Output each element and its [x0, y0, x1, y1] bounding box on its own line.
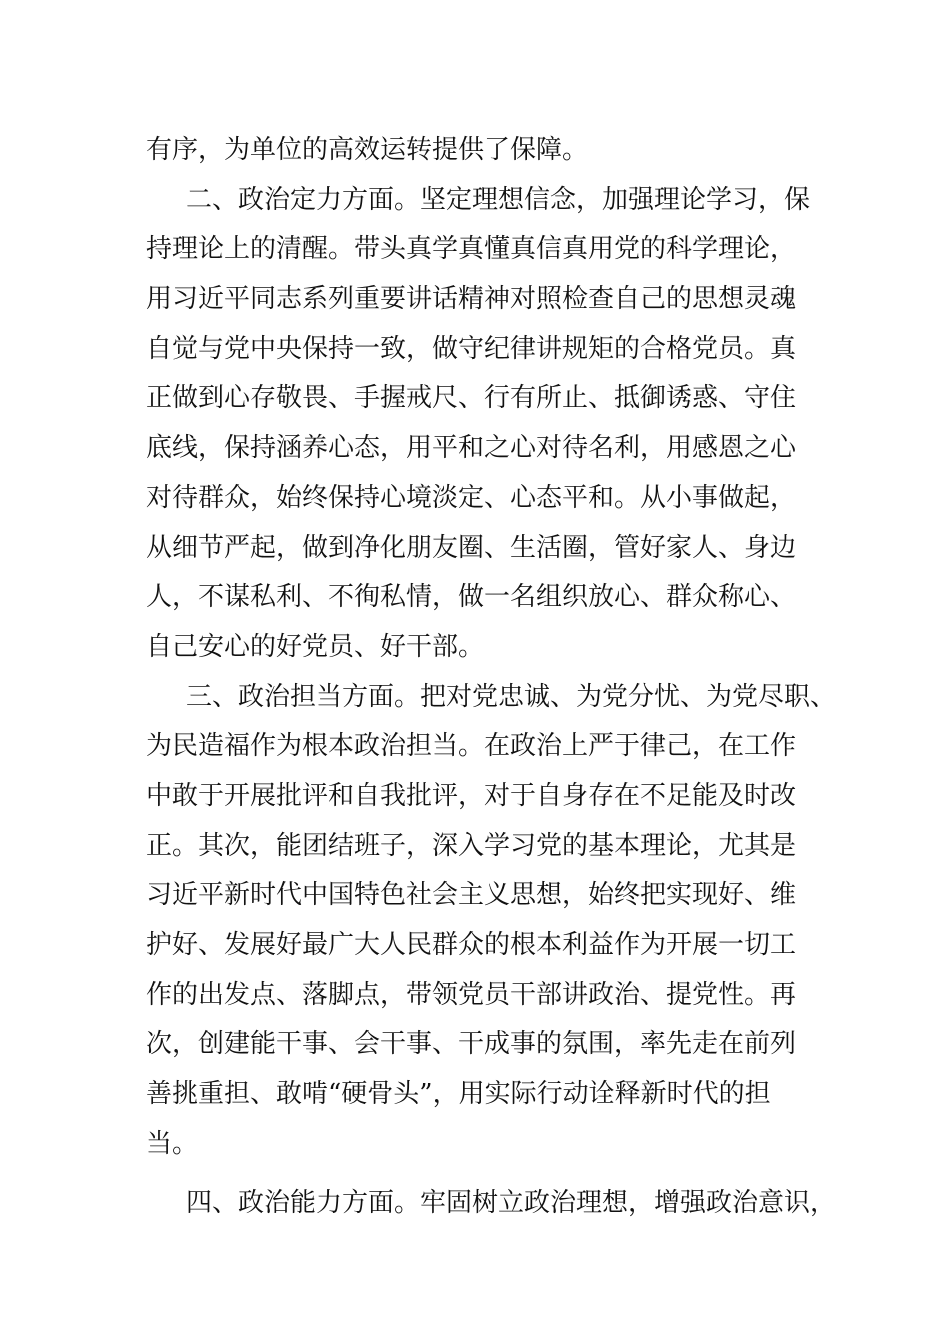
text-line: 用习近平同志系列重要讲话精神对照检查自己的思想灵魂: [146, 284, 797, 315]
text-line: 正做到心存敬畏、手握戒尺、行有所止、抵御诱惑、守住: [146, 383, 797, 414]
text-line: 持理论上的清醒。带头真学真懂真信真用党的科学理论，: [146, 234, 797, 265]
text-line: 人，不谋私利、不徇私情，做一名组织放心、群众称心、: [146, 582, 797, 613]
paragraph-gap: [146, 1169, 826, 1179]
text-line: 为民造福作为根本政治担当。在政治上严于律己，在工作: [146, 731, 797, 762]
text-line: 对待群众，始终保持心境淡定、心态平和。从小事做起，: [146, 482, 797, 513]
text-line: 底线，保持涵养心态，用平和之心对待名利，用感恩之心: [146, 433, 797, 464]
text-line: 自己安心的好党员、好干部。: [146, 631, 485, 662]
text-line: 从细节严起，做到净化朋友圈、生活圈，管好家人、身边: [146, 532, 797, 563]
text-line: 自觉与党中央保持一致，做守纪律讲规矩的合格党员。真: [146, 333, 797, 364]
text-line: 习近平新时代中国特色社会主义思想，始终把实现好、维: [146, 880, 797, 911]
paragraph-4-start: 四、政治能力方面。牢固树立政治理想，增强政治意识，: [186, 1188, 837, 1219]
text-line: 作的出发点、落脚点，带领党员干部讲政治、提党性。再: [146, 979, 797, 1010]
text-line: 有序，为单位的高效运转提供了保障。: [146, 135, 589, 165]
text-line: 当。: [146, 1128, 199, 1159]
paragraph-3-start: 三、政治担当方面。把对党忠诚、为党分忧、为党尽职、: [186, 681, 837, 712]
text-line: 中敢于开展批评和自我批评，对于自身存在不足能及时改: [146, 780, 797, 811]
paragraph-2-start: 二、政治定力方面。坚定理想信念，加强理论学习，保: [186, 184, 811, 215]
text-line: 护好、发展好最广大人民群众的根本利益作为开展一切工: [146, 930, 797, 960]
body-text: [146, 126, 837, 1229]
text-line: 次，创建能干事、会干事、干成事的氛围，率先走在前列: [146, 1029, 797, 1060]
text-line: 正。其次，能团结班子，深入学习党的基本理论，尤其是: [146, 830, 797, 861]
text-line: 善挑重担、敢啃“硬骨头”，用实际行动诠释新时代的担: [146, 1079, 771, 1110]
